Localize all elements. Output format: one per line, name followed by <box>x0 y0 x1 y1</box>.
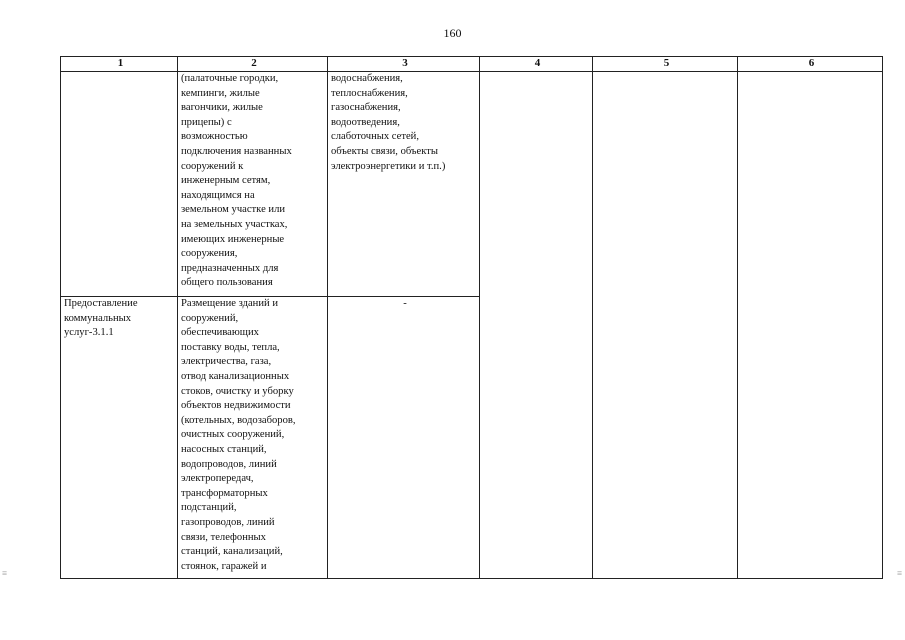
column-header-2: 2 <box>178 57 328 72</box>
scan-mark-left: ≡ <box>2 568 8 578</box>
col5-cell <box>593 72 738 579</box>
page-number: 160 <box>443 26 462 40</box>
row1-col3-cell: водоснабжения, теплоснабжения, газоснабжения, водоотведения, слаботочных сетей, объекты связи, объекты электроэнергетики и т.п.) <box>328 72 480 297</box>
table-row <box>61 72 883 297</box>
column-header-3: 3 <box>328 57 480 72</box>
column-header-5: 5 <box>593 57 738 72</box>
row2-col3-cell: - <box>328 297 480 579</box>
column-header-6: 6 <box>738 57 883 72</box>
table-header-row <box>61 57 883 72</box>
column-header-1: 1 <box>61 57 178 72</box>
col4-cell <box>480 72 593 579</box>
row1-col1-cell <box>61 72 178 297</box>
col6-cell <box>738 72 883 579</box>
land-use-table <box>60 56 883 579</box>
scan-mark-right: ≡ <box>897 568 903 578</box>
row2-col2-cell: Размещение зданий и сооружений, обеспечивающих поставку воды, тепла, электричества, газа, отвод канализационных стоков, очистку и уборку объектов недвижимости (котельных, водозаборов, очистных сооружений, насосных станций, водопроводов, линий электропередач, трансформаторных подстанций, газопроводов, линий связи, телефонных станций, канализаций, стоянок, гаражей и <box>178 297 328 579</box>
row2-col1-cell: Предоставление коммунальных услуг-3.1.1 <box>61 297 178 579</box>
column-header-4: 4 <box>480 57 593 72</box>
row1-col2-cell: (палаточные городки, кемпинги, жилые вагончики, жилые прицепы) с возможностью подключения названных сооружений к инженерным сетям, находящимся на земельном участке или на земельных участках, имеющих инженерные сооружения, предназначенных для общего пользования <box>178 72 328 297</box>
